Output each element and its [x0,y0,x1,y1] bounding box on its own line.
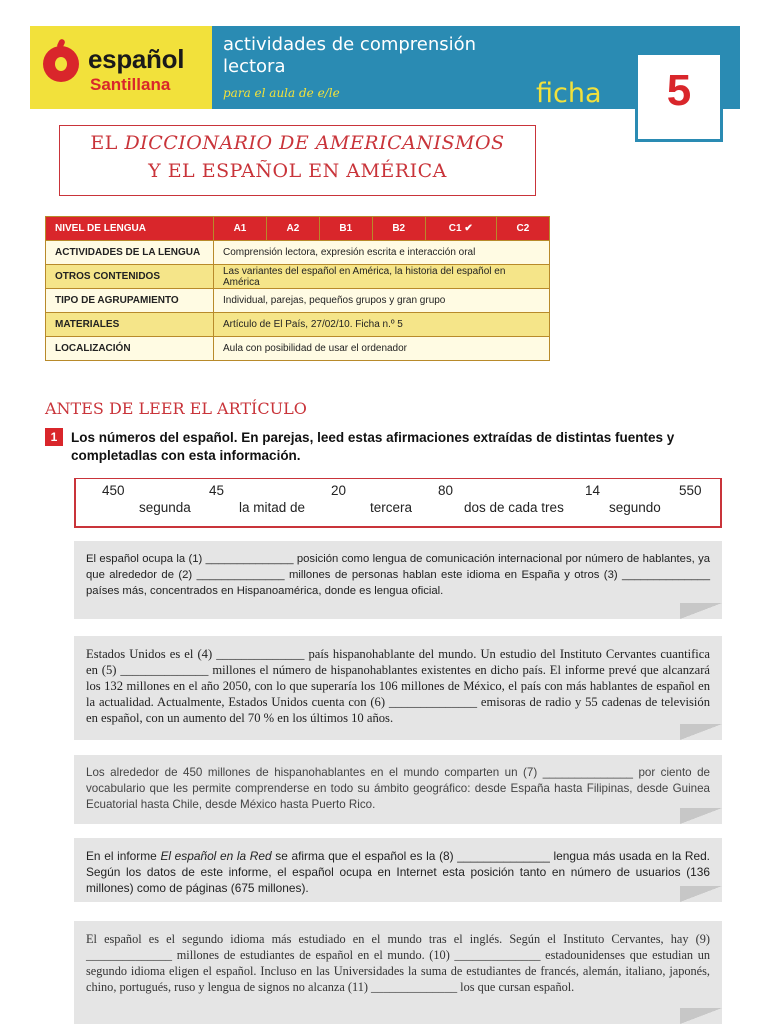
word-item: segundo [609,500,661,515]
statement-text: Los alrededor de 450 millones de hispanohablantes en el mundo comparten un (7) ______________ por ciento de vocabulario que les permite comprenderse en todo su ámbito geográfico: desde España hasta Filipinas, desde Guinea Ecuatorial hasta Chile, desde México hasta Puerto Rico. [86,766,710,811]
statement-box-5 [74,921,722,1024]
table-row [46,289,550,313]
statement-italic: El español en la Red [160,849,272,863]
header-subtitle: para el aula de e/le [223,86,340,100]
row-key: LOCALIZACIÓN [46,337,214,361]
word-item: 20 [331,483,347,498]
ficha-number: 5 [666,66,692,115]
word-item: tercera [370,500,413,515]
word-item: 45 [209,483,225,498]
row-value: Aula con posibilidad de usar el ordenador [214,337,550,361]
statement-lead-after: se afirma que el español es la (8) ______________ lengua más usada en la Red. [271,849,710,863]
statement-rest: Según los datos de este informe, el español ocupa en Internet esta posición tanto en número de usuarios (136 millones) como de páginas (675 millones). [86,865,710,895]
statement-box-4 [74,838,722,902]
page-fold [680,724,722,740]
row-value: Las variantes del español en América, la historia del español en América [214,265,550,289]
statement-lead: En el informe [86,849,161,863]
word-bank [74,478,722,528]
question-number: 1 [45,428,63,446]
level-header-label: NIVEL DE LENGUA [46,217,214,241]
level-a1: A1 [214,217,267,241]
level-b2: B2 [372,217,425,241]
statement-text: El español es el segundo idioma más estudiado en el mundo tras el inglés. Según el Instituto Cervantes, hay (9) ______________ millones de estudiantes de español en el mundo. (10) ______________ estadounidenses que estudian un segundo idioma eligen el español. Incluso en las Universidades la suma de estudiantes de francés, alemán, italiano, japonés, chino, portugués, ruso y lengua de signos no alcanza (11) ______________ los que cursan español. [86,932,710,994]
row-key: OTROS CONTENIDOS [46,265,214,289]
word-item: segunda [139,500,191,515]
row-key: MATERIALES [46,313,214,337]
statement-box-3 [74,755,722,824]
row-key: TIPO DE AGRUPAMIENTO [46,289,214,313]
row-key: ACTIVIDADES DE LA LENGUA [46,241,214,265]
title-prefix: EL [90,132,125,154]
logo-subtext: Santillana [90,75,171,94]
statement-text: El español ocupa la (1) ______________ posición como lengua de comunicación internacional por número de hablantes, ya que alrededor de (2) ______________ millones de personas hablan este idioma en España y otros (3) ______________ países más, concentrados en Hispanoamérica, donde es lengua oficial. [86,553,710,597]
page-title-line1 [59,132,536,154]
word-item: la mitad de [239,500,306,515]
santillana-logo-icon [43,46,79,82]
table-row [46,241,550,265]
row-value: Artículo de El País, 27/02/10. Ficha n.º 5 [214,313,550,337]
logo-text: español [88,44,185,74]
page-title-line2: Y EL ESPAÑOL EN AMÉRICA [148,160,447,182]
level-c1: C1 ✔ [425,217,496,241]
question-text: Los números del español. En parejas, leed estas afirmaciones extraídas de distintas fuentes y completadlas con esta información. [71,430,675,463]
header-title: actividades de comprensión lectora [223,34,477,77]
word-item: 14 [585,483,601,498]
statement-box-1 [74,541,722,619]
table-row [46,265,550,289]
word-item: dos de cada tres [464,500,564,515]
title-italic: DICCIONARIO DE AMERICANISMOS [124,132,505,154]
statement-text: Estados Unidos es el (4) ______________ país hispanohablante del mundo. Un estudio del Instituto Cervantes cuantifica en (5) ______________ millones el número de hispanohablantes existentes en dicho país. El informe prevé que alcanzará los 132 millones en el año 2050, con lo que superaría los 106 millones de México, el país con más hablantes de español en la actualidad. Actualmente, Estados Unidos cuenta con (6) ______________ emisoras de radio y 55 cadenas de televisión en español, con un aumento del 70 % en los últimos 10 años. [86,647,710,725]
level-b1: B1 [319,217,372,241]
level-c2: C2 [496,217,549,241]
level-a2: A2 [266,217,319,241]
level-table [45,216,550,361]
statement-box-2 [74,636,722,740]
page-fold [680,808,722,824]
section-title: ANTES DE LEER EL ARTÍCULO [45,399,307,418]
row-value: Comprensión lectora, expresión escrita e interacción oral [214,241,550,265]
level-header-row [46,217,550,241]
ficha-label: ficha [536,78,602,109]
page-fold [680,603,722,619]
word-item: 550 [679,483,702,498]
row-value: Individual, parejas, pequeños grupos y gran grupo [214,289,550,313]
word-item: 80 [438,483,454,498]
statement-text [86,848,710,896]
page-fold [680,886,722,902]
page-fold [680,1008,722,1024]
table-row [46,313,550,337]
table-row [46,337,550,361]
word-item: 450 [102,483,125,498]
